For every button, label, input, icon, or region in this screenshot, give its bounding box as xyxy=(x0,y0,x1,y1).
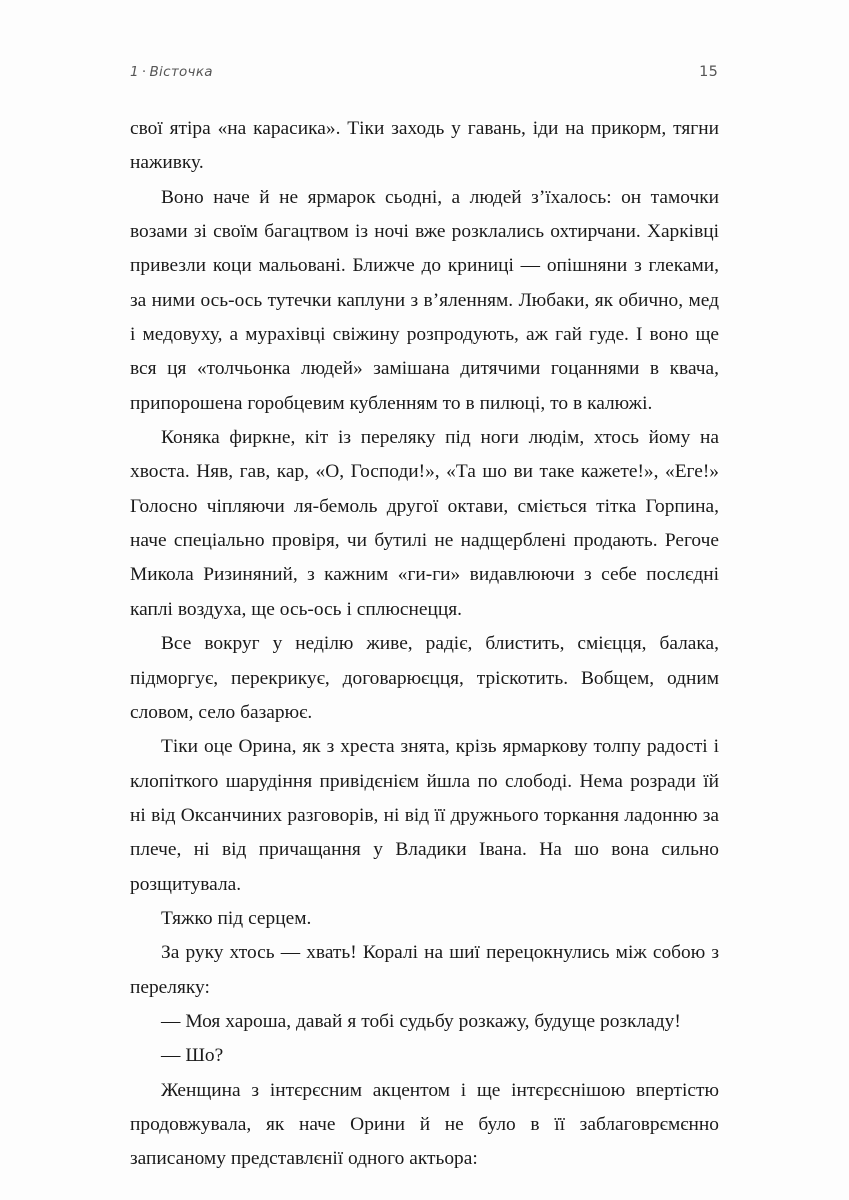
paragraph: — Шо? xyxy=(161,1045,224,1067)
paragraph: Коняка фиркне, кіт із переляку під ноги людім, хтось йому на хвоста. Няв, гав, кар, «О, Господи!», «Та шо ви таке кажете!», «Еге!» Голосно чіпляючи ля-бемоль другої октави, сміється тітка Горпина, наче спеціально провіря, чи бутилі не надщерблені продають. Регоче Микола Ризиняний, з кажним «ги-ги» видавлюючи з себе послєдні каплі воздуха, ще ось-ось і сплюснецця. xyxy=(130,427,719,620)
running-head-separator: · xyxy=(141,64,147,80)
paragraph: Воно наче й не ярмарок сьодні, а людей з’їхалось: он тамочки возами зі своїм багацтвом із ночі вже розклались охтирчани. Харківці привезли коци мальовані. Ближче до криниці — опішняни з глеками, за ними ось-ось тутечки каплуни з в’яленням. Любаки, як обично, мед і медовуху, а мурахівці свіжину розпродують, аж гай гуде. І воно ще вся ця «толчьонка людей» замішана дитячими гоцаннями в квача, припорошена горобцевим кубленням то в пилюці, то в калюжі. xyxy=(130,186,719,414)
body-text-block xyxy=(130,112,719,1177)
page-number: 15 xyxy=(699,64,718,80)
paragraph: Женщина з інтєрєсним акцентом і ще інтєрєснішою впертістю продовжувала, як наче Орини й не було в її заблаговрємєнно записаному представлєнії одного актьора: xyxy=(130,1079,719,1170)
running-head xyxy=(130,64,718,90)
paragraph: За руку хтось — хвать! Коралі на шиї перецокнулись між собою з переляку: xyxy=(130,942,719,998)
paragraph: свої ятіра «на карасика». Тіки заходь у гавань, іди на прикорм, тягни наживку. xyxy=(130,118,719,174)
paragraph: Все вокруг у неділю живе, радіє, блистить, смієцця, балака, підморгує, перекрикує, договарюєцця, тріскотить. Вобщем, одним словом, село базарює. xyxy=(130,633,719,723)
running-head-chapter-title: Вісточка xyxy=(149,64,213,80)
running-head-chapter-number: 1 xyxy=(130,64,139,80)
running-head-chapter xyxy=(130,64,213,80)
paragraph: Тяжко під серцем. xyxy=(161,907,312,929)
paragraph: — Моя хароша, давай я тобі судьбу розкажу, будуще розкладу! xyxy=(161,1010,681,1032)
paragraph: Тіки оце Орина, як з хреста знята, крізь ярмаркову толпу радості і клопіткого шарудіння привідєнієм йшла по слободі. Нема розради їй ні від Оксанчиних разговорів, ні від її дружнього торкання ладонню за плече, ні від причащання у Владики Івана. На шо вона сильно розщитувала. xyxy=(130,736,719,895)
